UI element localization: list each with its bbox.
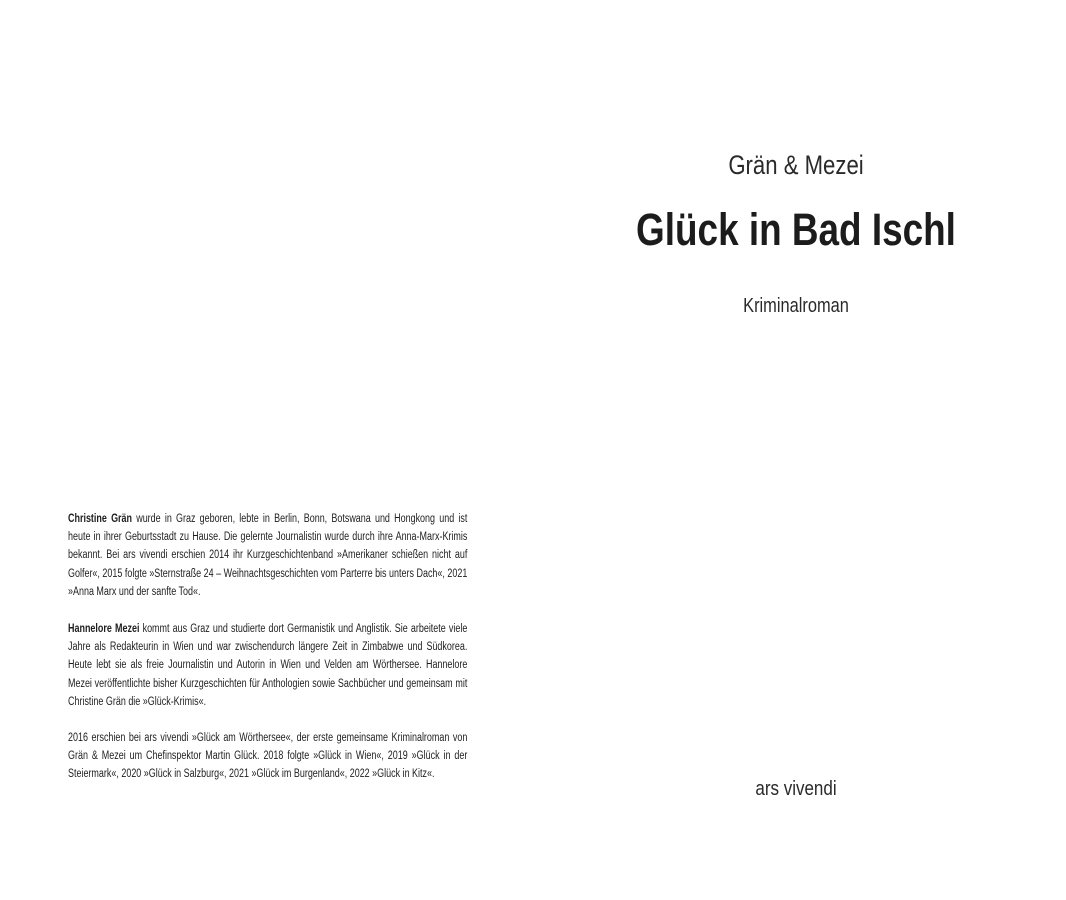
book-title: Glück in Bad Ischl <box>636 204 956 255</box>
author-name-christine: Christine Grän <box>68 513 133 525</box>
bio-hannelore-text: kommt aus Graz und studierte dort Germanistik und Anglistik. Sie arbeitete viele Jahre als Redakteurin in Wien und war zwischendurch längere Zeit in Zimbabwe und Südkorea. Heute lebt sie als freie Journalistin und Autorin in Wien und Velden am Wörthersee. Hannelore Mezei veröffentlichte bisher Kurzgeschichten für Anthologien sowie Sachbücher und gemeinsam mit Christine Grän die »Glück-Krimis«. <box>68 623 468 708</box>
publisher-name: ars vivendi <box>755 778 837 800</box>
bio-hannelore-mezei <box>68 620 467 711</box>
bio-christine-gran <box>68 510 467 601</box>
author-name-hannelore: Hannelore Mezei <box>68 623 140 635</box>
bio-christine-text: wurde in Graz geboren, lebte in Berlin, Bonn, Botswana und Hongkong und ist heute in ihrer Geburtsstadt zu Hause. Die gelernte Journalistin wurde durch ihre Anna-Marx-Krimis bekannt. Bei ars vivendi erschien 2014 ihr Kurzgeschichtenband »Amerikaner schießen nicht auf Golfer«, 2015 folgte »Sternstraße 24 – Weihnachtsgeschichten vom Parterre bis unters Dach«, 2021 »Anna Marx und der sanfte Tod«. <box>68 513 468 598</box>
publication-history: 2016 erschien bei ars vivendi »Glück am Wörthersee«, der erste gemeinsame Kriminalroman von Grän & Mezei um Chefinspektor Martin Glück. 2018 folgte »Glück in Wien«, 2019 »Glück in der Steiermark«, 2020 »Glück in Salzburg«, 2021 »Glück im Burgenland«, 2022 »Glück in Kitz«. <box>68 732 468 781</box>
book-authors: Grän & Mezei <box>728 150 864 180</box>
title-page <box>533 0 1066 900</box>
book-genre: Kriminalroman <box>743 295 849 317</box>
